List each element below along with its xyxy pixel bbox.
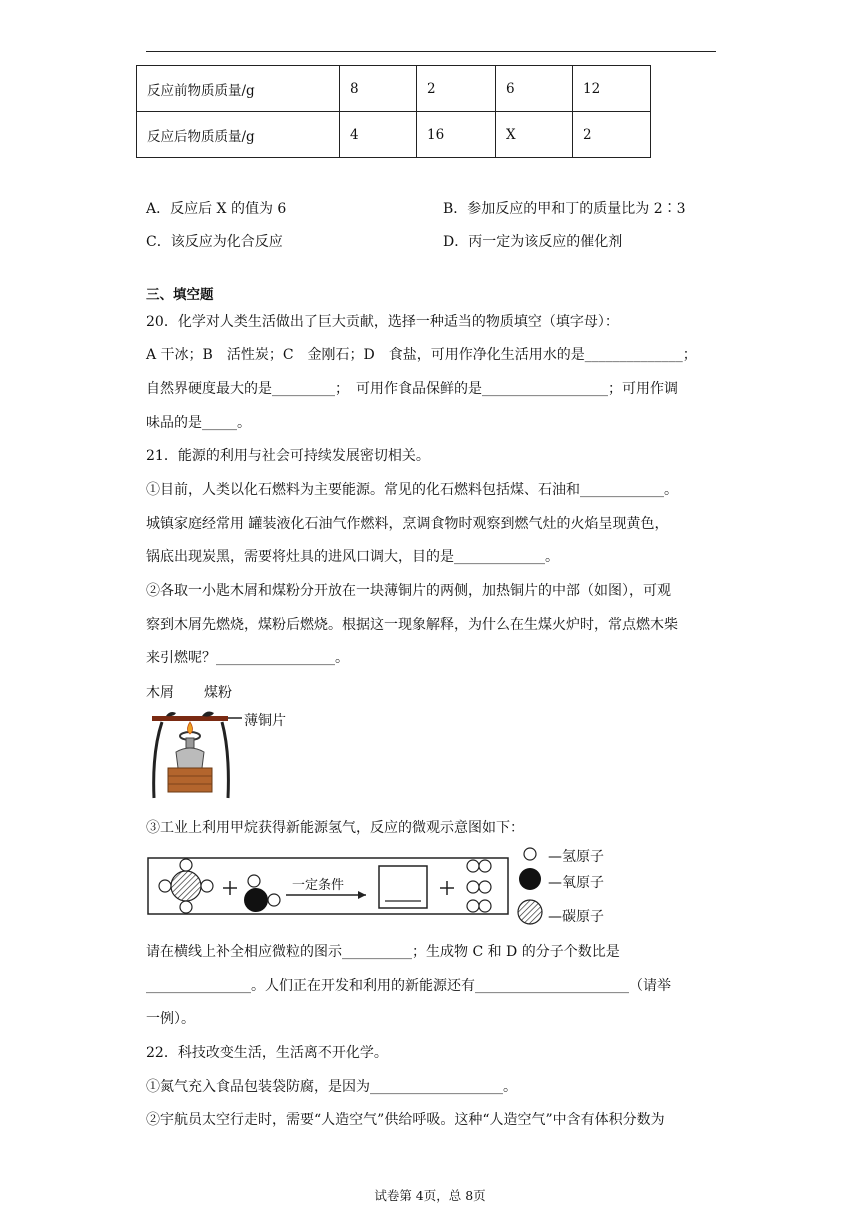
q21-line5: ②各取一小匙木屑和煤粉分开放在一块薄铜片的两侧，加热铜片的中部（如图），可观 <box>146 583 671 599</box>
condition-label: 一定条件 <box>292 878 345 893</box>
option-b: B．参加反应的甲和丁的质量比为 2∶3 <box>443 201 686 217</box>
q20-line1: 20．化学对人类生活做出了巨大贡献，选择一种适当的物质填空（填字母）： <box>146 314 619 330</box>
q21-line10: _______________。人们正在开发和利用的新能源还有______________________（请举 <box>146 978 671 994</box>
reaction-diagram <box>146 846 626 926</box>
table-cell: 12 <box>573 66 651 112</box>
q21-line1: 21．能源的利用与社会可持续发展密切相关。 <box>146 448 430 464</box>
q22-line2: ①氮气充入食品包装袋防腐，是因为___________________。 <box>146 1079 517 1095</box>
table-row <box>137 112 651 158</box>
header-rule <box>146 51 716 52</box>
coal-label: 煤粉 <box>204 685 232 701</box>
table-cell: 8 <box>340 66 417 112</box>
table-cell: 6 <box>496 66 573 112</box>
sawdust-label: 木屑 <box>146 685 174 701</box>
section-title: 三、填空题 <box>146 287 214 303</box>
page-footer: 试卷第 4页，总 8页 <box>374 1188 486 1203</box>
q21-line11: 一例）。 <box>146 1011 195 1027</box>
q20-line3: 自然界硬度最大的是_________； 可用作食品保鲜的是__________________；可用作调 <box>146 381 678 397</box>
q22-line1: 22．科技改变生活，生活离不开化学。 <box>146 1045 388 1061</box>
table-cell: 2 <box>417 66 496 112</box>
q21-line6: 察到木屑先燃烧，煤粉后燃烧。根据这一现象解释，为什么在生煤火炉时，常点燃木柴 <box>146 617 678 633</box>
option-a: A．反应后 X 的值为 6 <box>146 201 287 217</box>
option-d: D．丙一定为该反应的催化剂 <box>443 234 623 250</box>
legend-hydrogen: —氢原子 <box>548 849 604 865</box>
legend-atoms-icon <box>516 846 546 926</box>
table-cell: X <box>496 112 573 158</box>
table-cell: 2 <box>573 112 651 158</box>
tripod-burner-icon <box>146 702 246 806</box>
q21-line8: ③工业上利用甲烷获得新能源氢气，反应的微观示意图如下： <box>146 820 524 836</box>
option-c: C．该反应为化合反应 <box>146 234 283 250</box>
mass-table <box>136 65 651 158</box>
legend-carbon: —碳原子 <box>548 909 604 925</box>
q20-line4: 味品的是_____。 <box>146 415 251 431</box>
q21-line4: 锅底出现炭黑，需要将灶具的进风口调大，目的是_____________。 <box>146 549 559 565</box>
table-row <box>137 66 651 112</box>
q21-line2: ①目前，人类以化石燃料为主要能源。常见的化石燃料包括煤、石油和____________。 <box>146 482 678 498</box>
row-label: 反应后物质质量/g <box>137 112 340 158</box>
q21-line3: 城镇家庭经常用 罐装液化石油气作燃料，烹调食物时观察到燃气灶的火焰呈现黄色， <box>146 516 669 532</box>
q22-line3: ②宇航员太空行走时，需要“人造空气”供给呼吸。这种“人造空气”中含有体积分数为 <box>146 1112 665 1128</box>
copper-heating-figure <box>146 680 306 806</box>
table-cell: 16 <box>417 112 496 158</box>
q20-line2: A 干冰；B 活性炭；C 金刚石；D 食盐，可用作净化生活用水的是______________； <box>146 347 697 363</box>
q21-line9: 请在横线上补全相应微粒的图示__________；生成物 C 和 D 的分子个数比是 <box>146 944 620 960</box>
table-cell: 4 <box>340 112 417 158</box>
legend-oxygen: —氧原子 <box>548 875 604 891</box>
row-label: 反应前物质质量/g <box>137 66 340 112</box>
copper-label: 薄铜片 <box>244 713 286 729</box>
q21-line7: 来引燃呢？_________________。 <box>146 650 349 666</box>
